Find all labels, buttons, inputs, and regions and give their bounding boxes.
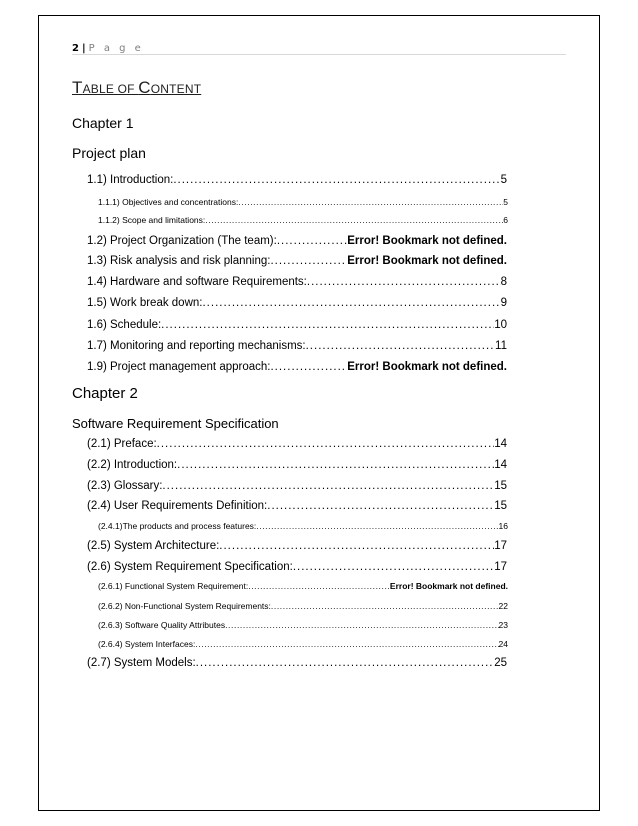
toc-entry-text: (2.7) System Models: bbox=[87, 657, 196, 669]
toc-entry[interactable] bbox=[87, 561, 507, 573]
toc-entry[interactable] bbox=[87, 174, 507, 186]
toc-entry-page: 8 bbox=[500, 276, 507, 288]
toc-entry[interactable] bbox=[98, 601, 508, 611]
toc-entry-text: (2.5) System Architecture: bbox=[87, 540, 220, 552]
toc-entry-text: 1.1.1) Objectives and concentrations: bbox=[98, 197, 239, 207]
toc-entry-text: (2.4.1)The products and process features: bbox=[98, 521, 257, 531]
toc-entry-page: 14 bbox=[494, 438, 507, 450]
toc-entry-page: Error! Bookmark not defined. bbox=[347, 255, 507, 267]
toc-entry[interactable] bbox=[98, 521, 508, 531]
toc-leader bbox=[271, 601, 499, 611]
toc-leader bbox=[277, 235, 347, 247]
toc-leader bbox=[270, 255, 347, 267]
toc-leader bbox=[177, 459, 494, 471]
toc-entry-page: 15 bbox=[494, 480, 507, 492]
toc-entry-text: (2.6.4) System Interfaces: bbox=[98, 639, 196, 649]
toc-entry[interactable] bbox=[98, 581, 508, 591]
page-word: P a g e bbox=[88, 43, 144, 54]
toc-leader bbox=[267, 500, 494, 512]
toc-entry-text: 1.5) Work break down: bbox=[87, 297, 203, 309]
toc-entry-text: (2.6.2) Non-Functional System Requirements: bbox=[98, 601, 271, 611]
header-rule bbox=[72, 54, 566, 55]
toc-entry-page: 9 bbox=[500, 297, 507, 309]
toc-entry-page: 14 bbox=[494, 459, 507, 471]
toc-entry[interactable] bbox=[87, 297, 507, 309]
toc-leader bbox=[205, 215, 503, 225]
toc-entry-page: Error! Bookmark not defined. bbox=[389, 581, 508, 591]
toc-entry-page: Error! Bookmark not defined. bbox=[347, 361, 507, 373]
toc-entry[interactable] bbox=[87, 657, 507, 669]
toc-leader bbox=[248, 581, 390, 591]
toc-entry[interactable] bbox=[87, 438, 507, 450]
toc-entry-text: (2.6.1) Functional System Requirement: bbox=[98, 581, 249, 591]
toc-entry-page: 6 bbox=[503, 215, 508, 225]
chapter-1-heading[interactable]: Chapter 1 bbox=[72, 115, 134, 131]
toc-leader bbox=[256, 521, 498, 531]
toc-entry-text: 1.4) Hardware and software Requirements: bbox=[87, 276, 307, 288]
toc-entry-text: (2.4) User Requirements Definition: bbox=[87, 500, 268, 512]
toc-entry-page: 24 bbox=[498, 639, 508, 649]
toc-entry-text: 1.1) Introduction: bbox=[87, 174, 174, 186]
header-separator: | bbox=[81, 43, 86, 54]
page-number: 2 bbox=[72, 43, 79, 54]
toc-entry[interactable] bbox=[87, 500, 507, 512]
toc-entry-page: 15 bbox=[494, 500, 507, 512]
toc-entry-page: 11 bbox=[495, 340, 507, 352]
toc-entry-text: 1.2) Project Organization (The team): bbox=[87, 235, 277, 247]
title-letter-t: T bbox=[72, 78, 83, 97]
toc-leader bbox=[202, 297, 500, 309]
toc-entry-text: 1.6) Schedule: bbox=[87, 319, 162, 331]
toc-entry[interactable] bbox=[98, 215, 508, 225]
title-rest-1: ABLE OF bbox=[82, 82, 139, 96]
chapter-2-heading[interactable]: Chapter 2 bbox=[72, 385, 138, 402]
toc-entry-page: 17 bbox=[494, 540, 507, 552]
toc-leader bbox=[238, 197, 503, 207]
toc-entry[interactable] bbox=[98, 639, 508, 649]
toc-entry-page: 5 bbox=[500, 174, 507, 186]
toc-leader bbox=[270, 361, 347, 373]
toc-entry-page: 5 bbox=[503, 197, 508, 207]
toc-entry[interactable] bbox=[87, 235, 507, 247]
toc-entry-page: Error! Bookmark not defined. bbox=[347, 235, 507, 247]
chapter-1-subheading[interactable]: Project plan bbox=[72, 145, 146, 161]
toc-entry-text: 1.7) Monitoring and reporting mechanisms: bbox=[87, 340, 306, 352]
toc-leader bbox=[162, 480, 494, 492]
toc-entry-text: 1.9) Project management approach: bbox=[87, 361, 271, 373]
toc-entry-text: 1.3) Risk analysis and risk planning: bbox=[87, 255, 271, 267]
toc-leader bbox=[293, 561, 494, 573]
toc-entry-text: (2.2) Introduction: bbox=[87, 459, 178, 471]
toc-leader bbox=[219, 540, 494, 552]
toc-entry-page: 25 bbox=[494, 657, 507, 669]
toc-leader bbox=[306, 340, 495, 352]
toc-leader bbox=[307, 276, 501, 288]
toc-entry[interactable] bbox=[87, 340, 507, 352]
toc-entry-text: (2.6) System Requirement Specification: bbox=[87, 561, 293, 573]
toc-leader bbox=[196, 657, 495, 669]
toc-entry[interactable] bbox=[98, 197, 508, 207]
toc-entry[interactable] bbox=[98, 620, 508, 630]
toc-entry-text: (2.1) Preface: bbox=[87, 438, 157, 450]
chapter-2-subheading[interactable]: Software Requirement Specification bbox=[72, 416, 279, 431]
toc-entry-text: 1.1.2) Scope and limitations: bbox=[98, 215, 206, 225]
toc-leader bbox=[157, 438, 495, 450]
toc-entry-page: 10 bbox=[494, 319, 507, 331]
title-rest-2: ONTENT bbox=[150, 82, 202, 96]
page-header bbox=[72, 43, 144, 54]
toc-leader bbox=[161, 319, 494, 331]
toc-entry-page: 16 bbox=[498, 521, 508, 531]
title-letter-c: C bbox=[138, 78, 151, 97]
toc-entry[interactable] bbox=[87, 540, 507, 552]
toc-entry[interactable] bbox=[87, 255, 507, 267]
toc-leader bbox=[173, 174, 500, 186]
toc-leader bbox=[225, 620, 498, 630]
toc-entry-text: (2.3) Glossary: bbox=[87, 480, 163, 492]
toc-entry[interactable] bbox=[87, 276, 507, 288]
page-border bbox=[38, 15, 600, 811]
toc-entry-page: 23 bbox=[498, 620, 508, 630]
toc-entry-text: (2.6.3) Software Quality Attributes bbox=[98, 620, 226, 630]
toc-entry[interactable] bbox=[87, 459, 507, 471]
toc-title bbox=[72, 78, 201, 98]
toc-entry[interactable] bbox=[87, 480, 507, 492]
toc-entry[interactable] bbox=[87, 319, 507, 331]
toc-leader bbox=[195, 639, 498, 649]
toc-entry-page: 22 bbox=[498, 601, 508, 611]
toc-entry[interactable] bbox=[87, 361, 507, 373]
toc-entry-page: 17 bbox=[494, 561, 507, 573]
